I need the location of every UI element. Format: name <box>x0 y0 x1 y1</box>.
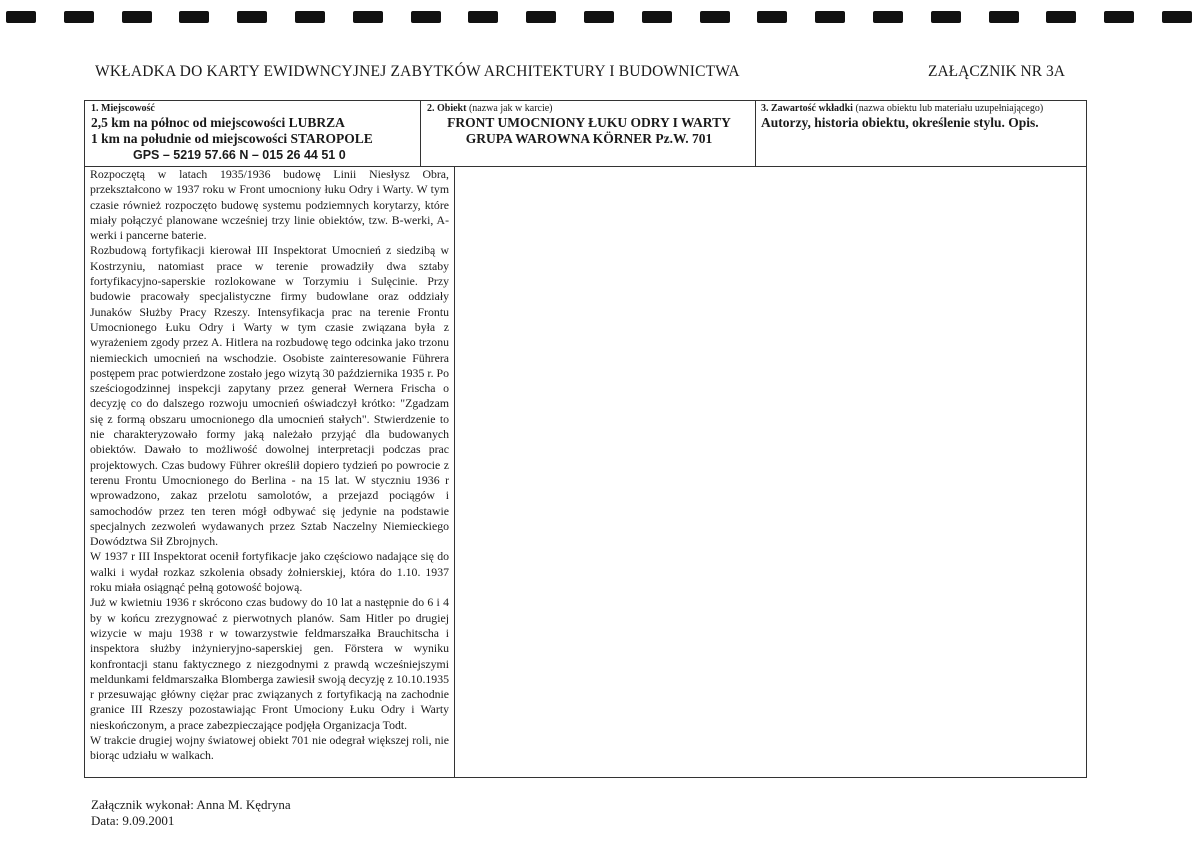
history-text <box>90 167 449 764</box>
binder-hole <box>584 11 614 23</box>
paragraph: Rozpoczętą w latach 1935/1936 budowę Linii Niesłysz Obra, przekształcono w 1937 roku w Front umocniony łuku Odry i Warty. W tym czasie również rozpoczęto budowę systemu podziemnych korytarzy, które miały połączyć planowane wcześniej trzy linie obiektów, tzw. B-werki, A-werki i pancerne baterie. <box>90 167 449 243</box>
document-title: WKŁADKA DO KARTY EWIDWNCYJNEJ ZABYTKÓW ARCHITEKTURY I BUDOWNICTWA <box>95 63 740 80</box>
contents-caption: 3. Zawartość wkładki (nazwa obiektu lub materiału uzupełniającego) <box>761 103 1044 114</box>
paragraph: W 1937 r III Inspektorat ocenił fortyfikacje jako częściowo nadające się do walki i wydał rozkaz szkolenia obsady żołnierskiej, która do 1.10. 1937 roku miała osiągnąć pełną gotowość bojową. <box>90 549 449 595</box>
binder-hole <box>1162 11 1192 23</box>
divider <box>420 101 421 166</box>
location-cell <box>91 103 417 163</box>
divider <box>454 166 455 778</box>
binder-hole <box>6 11 36 23</box>
binder-hole <box>1104 11 1134 23</box>
paragraph: Już w kwietniu 1936 r skrócono czas budowy do 10 lat a następnie do 6 i 4 by w końcu zrezygnować z pierwotnych planów. Sam Hitler po drugiej wizycie w maju 1938 r w towarzystwie feldmarszałka Brauchitscha i inspektora służby inżynieryjno-saperskiej gen. Förstera w wyniku konfrontacji stanu faktycznego z niezgodnymi z prawdą wcześniejszymi meldunkami feldmarszałka Blomberga zawiesił swoją decyzję z 10.10.1935 r przesuwając główny ciężar prac związanych z fortyfikacją na zachodnie granice III Rzeszy pozostawiając Front Umociony Łuku Odry i Warty nieskończonym, a prace zabezpieczające podjęła Organizacja Todt. <box>90 595 449 732</box>
date-line: Data: 9.09.2001 <box>91 813 175 828</box>
binder-hole <box>179 11 209 23</box>
location-line-1: 2,5 km na północ od miejscowości LUBRZA <box>91 115 345 130</box>
binder-hole <box>295 11 325 23</box>
annex-label: ZAŁĄCZNIK NR 3A <box>928 63 1065 80</box>
object-name-line-2: GRUPA WAROWNA KÖRNER Pz.W. 701 <box>465 131 713 146</box>
object-cell <box>427 103 751 147</box>
binder-hole <box>873 11 903 23</box>
paragraph: Rozbudową fortyfikacji kierował III Inspektorat Umocnień z siedzibą w Kostrzyniu, natomiast prace w terenie prowadziły dwa sztaby fortyfikacyjno-saperskie rozlokowane w Torzymiu i Sulęcinie. Przy budowie pracowały specjalistyczne firmy budowlane oraz oddziały Junaków Służby Pracy Rzeszy. Intensyfikacja prac na terenie Frontu Umocnionego Łuku Odry i Warty w tym czasie związana była z wyrażeniem zgody przez A. Hitlera na rozbudowę tego odcinka jako trzonu niemieckich umocnień na wschodzie. Osobiste zainteresowanie Führera postępem prac potwierdzone zostało jego wizytą 30 października 1935 r. Po sześciogodzinnej inspekcji zapytany przez generał Wernera Frischa o decyzję co do dalszego rozwoju umocnień oświadczył krótko: "Zgadzam się z formą obszaru umocnionego dla umocnień stałych". Stwierdzenie to nie charakteryzowało formy jaką należało przyjąć dla budowanych obiektów. Dawało to możliwość dowolnej interpretacji podczas prac projektowych. Czas budowy Führer określił dopiero tydzień po powrocie z terenu Frontu Umocnionego do Berlina - na 15 lat. W styczniu 1936 r wprowadzono, zakaz przelotu samolotów, a przejazd pociągów i samochodów przez ten teren mógł odbywać się jedynie na podstawie specjalnych zezwoleń wydawanych przez Sztab Naczelny Niemieckiego Dowództwa Sił Zbrojnych. <box>90 243 449 549</box>
binder-hole <box>526 11 556 23</box>
binder-hole <box>1046 11 1076 23</box>
gps-coordinates: GPS – 5219 57.66 N – 015 26 44 51 0 <box>133 148 346 162</box>
paragraph: W trakcie drugiej wojny światowej obiekt 701 nie odegrał większej roli, nie biorąc udziału w walkach. <box>90 732 449 763</box>
footer <box>91 797 291 829</box>
binder-hole <box>700 11 730 23</box>
binder-hole <box>353 11 383 23</box>
binder-hole <box>815 11 845 23</box>
binder-hole <box>122 11 152 23</box>
binder-hole <box>931 11 961 23</box>
binder-holes <box>0 11 1198 25</box>
form-table <box>84 100 1087 778</box>
contents-description: Autorzy, historia obiektu, określenie stylu. Opis. <box>761 115 1039 130</box>
contents-cell <box>761 103 1083 131</box>
binder-hole <box>411 11 441 23</box>
author-line: Załącznik wykonał: Anna M. Kędryna <box>91 797 291 812</box>
binder-hole <box>642 11 672 23</box>
object-caption: 2. Obiekt (nazwa jak w karcie) <box>427 103 553 114</box>
divider <box>755 101 756 166</box>
location-line-2: 1 km na południe od miejscowości STAROPOLE <box>91 131 373 146</box>
binder-hole <box>989 11 1019 23</box>
object-name-line-1: FRONT UMOCNIONY ŁUKU ODRY I WARTY <box>447 115 731 130</box>
binder-hole <box>757 11 787 23</box>
binder-hole <box>237 11 267 23</box>
binder-hole <box>64 11 94 23</box>
location-caption: 1. Miejscowość <box>91 103 155 114</box>
binder-hole <box>468 11 498 23</box>
